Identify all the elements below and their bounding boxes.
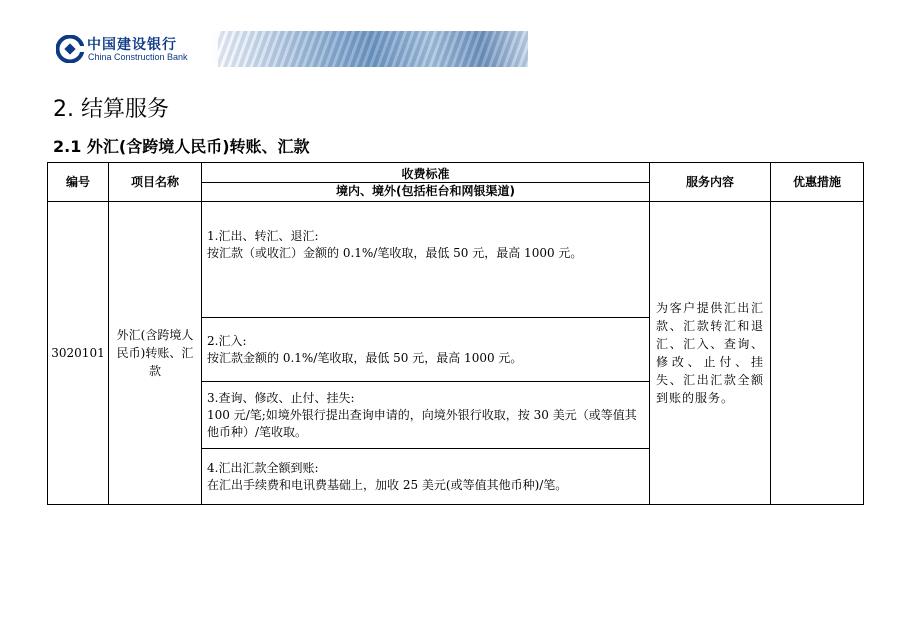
bank-logo-banner (52, 31, 528, 67)
header-name: 项目名称 (109, 163, 202, 202)
header-code: 编号 (48, 163, 109, 202)
fee-item-text: 100 元/笔;如境外银行提出查询申请的，向境外银行收取，按 30 美元（或等值其他币种）/笔收取。 (207, 407, 637, 439)
fee-item-text: 按汇款（或收汇）金额的 0.1%/笔收取，最低 50 元，最高 1000 元。 (207, 245, 583, 260)
logo-english-name: China Construction Bank (88, 52, 188, 62)
header-discount: 优惠措施 (771, 163, 864, 202)
fee-item-3 (202, 382, 650, 449)
header-standard-sub: 境内、境外(包括柜台和网银渠道) (201, 182, 650, 199)
fee-item-4 (202, 449, 650, 505)
fee-item-title: 2.汇入: (207, 333, 247, 348)
fee-item-title: 4.汇出汇款全额到账: (207, 460, 319, 475)
logo-chinese-name: 中国建设银行 (87, 37, 177, 53)
item-name: 外汇(含跨境人民币)转账、汇款 (109, 202, 202, 505)
fee-item-title: 3.查询、修改、止付、挂失: (207, 390, 355, 405)
table-row (48, 202, 864, 318)
fee-item-2 (202, 318, 650, 382)
discount-cell (771, 202, 864, 505)
service-description: 为客户提供汇出汇款、汇款转汇和退汇、汇入、查询、修改、止付、挂失、汇出汇款全额到账的服务。 (650, 202, 771, 505)
fee-table (47, 162, 864, 505)
fee-item-text: 按汇款金额的 0.1%/笔收取，最低 50 元，最高 1000 元。 (207, 350, 523, 365)
subsection-title: 2.1 外汇(含跨境人民币)转账、汇款 (53, 137, 310, 156)
fee-item-text: 在汇出手续费和电讯费基础上，加收 25 美元(或等值其他币种)/笔。 (207, 477, 568, 492)
header-service: 服务内容 (650, 163, 771, 202)
fee-item-1 (202, 202, 650, 318)
section-title: 2. 结算服务 (53, 97, 169, 122)
header-standard (202, 163, 650, 202)
header-standard-label: 收费标准 (401, 166, 450, 181)
banner-building-image (218, 31, 528, 67)
item-code: 3020101 (48, 202, 109, 505)
fee-item-title: 1.汇出、转汇、退汇: (207, 228, 319, 243)
ccb-logo-icon (56, 35, 84, 63)
table-header-row (48, 163, 864, 202)
